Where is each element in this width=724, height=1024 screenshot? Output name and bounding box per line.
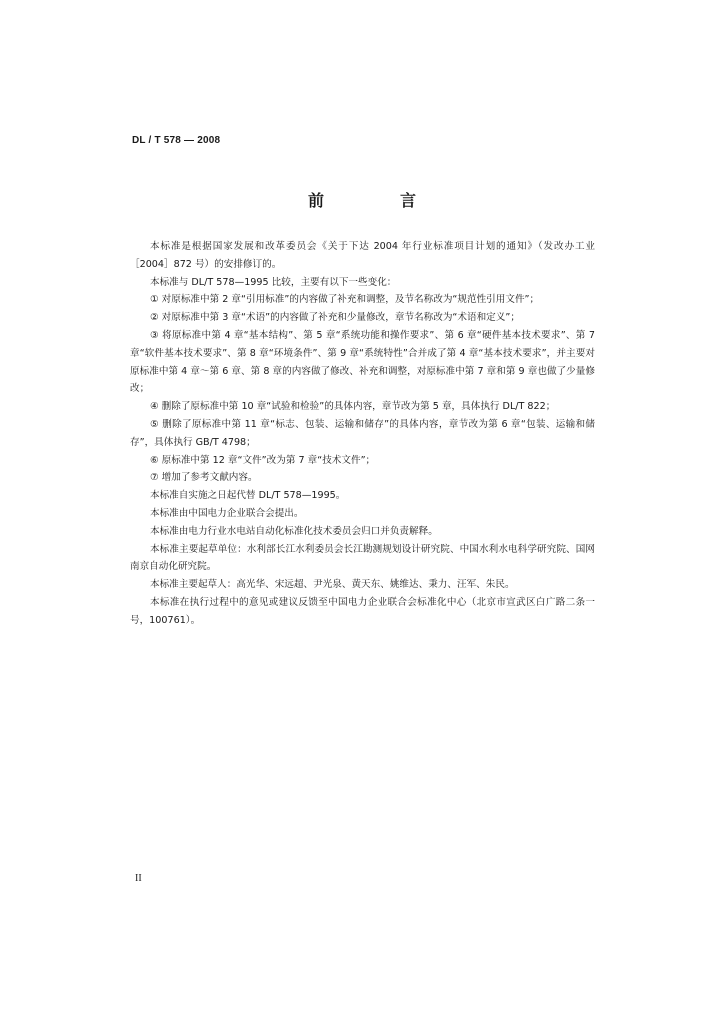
paragraph: ④ 删除了原标准中第 10 章“试验和检验”的具体内容，章节改为第 5 章，具体执行 DL/T 822；: [150, 401, 556, 413]
paragraph: 本标准与 DL/T 578—1995 比较，主要有以下一些变化：: [150, 276, 397, 288]
paragraph: 本标准在执行过程中的意见或建议反馈至中国电力企业联合会标准化中心（北京市宣武区白广路二条一号，100761）。: [130, 596, 595, 626]
paragraph: ③ 将原标准中第 4 章“基本结构”、第 5 章“系统功能和操作要求”、第 6 章“硬件基本技术要求”、第 7 章“软件基本技术要求”、第 8 章“环境条件”、第 9 章“系统特性”合并成了第 4 章“基本技术要求”，并主要对原标准中第 4 章～第 6 章、第 8 章的内容做了修改、补充和调整，对原标准中第 7 章和第 9 章也做了少量修改；: [130, 329, 595, 395]
paragraph: 本标准是根据国家发展和改革委员会《关于下达 2004 年行业标准项目计划的通知》（发改办工业［2004］872 号）的安排修订的。: [130, 241, 595, 270]
paragraph: 本标准由中国电力企业联合会提出。: [150, 507, 304, 519]
foreword-body: [130, 238, 595, 630]
standard-code: DL / T 578 — 2008: [132, 135, 221, 146]
paragraph: ② 对原标准中第 3 章“术语”的内容做了补充和少量修改，章节名称改为“术语和定义”；: [150, 312, 520, 324]
paragraph: 本标准主要起草人：高光华、宋远超、尹光泉、黄天东、姚维达、秉力、汪军、朱民。: [150, 579, 515, 591]
paragraph: ⑦ 增加了参考文献内容。: [150, 472, 258, 484]
paragraph: ⑤ 删除了原标准中第 11 章“标志、包装、运输和储存”的具体内容，章节改为第 6 章“包装、运输和储存”，具体执行 GB/T 4798；: [130, 418, 595, 448]
paragraph: ① 对原标准中第 2 章“引用标准”的内容做了补充和调整，及节名称改为“规范性引用文件”；: [150, 294, 540, 306]
page-number: II: [135, 873, 142, 884]
paragraph: 本标准自实施之日起代替 DL/T 578—1995。: [150, 490, 346, 502]
page-title: 前 言: [307, 191, 446, 210]
paragraph: 本标准主要起草单位：水利部长江水利委员会长江勘测规划设计研究院、中国水利水电科学研究院、国网南京自动化研究院。: [130, 543, 595, 573]
paragraph: 本标准由电力行业水电站自动化标准化技术委员会归口并负责解释。: [150, 525, 438, 537]
paragraph: ⑥ 原标准中第 12 章“文件”改为第 7 章“技术文件”；: [150, 454, 376, 466]
